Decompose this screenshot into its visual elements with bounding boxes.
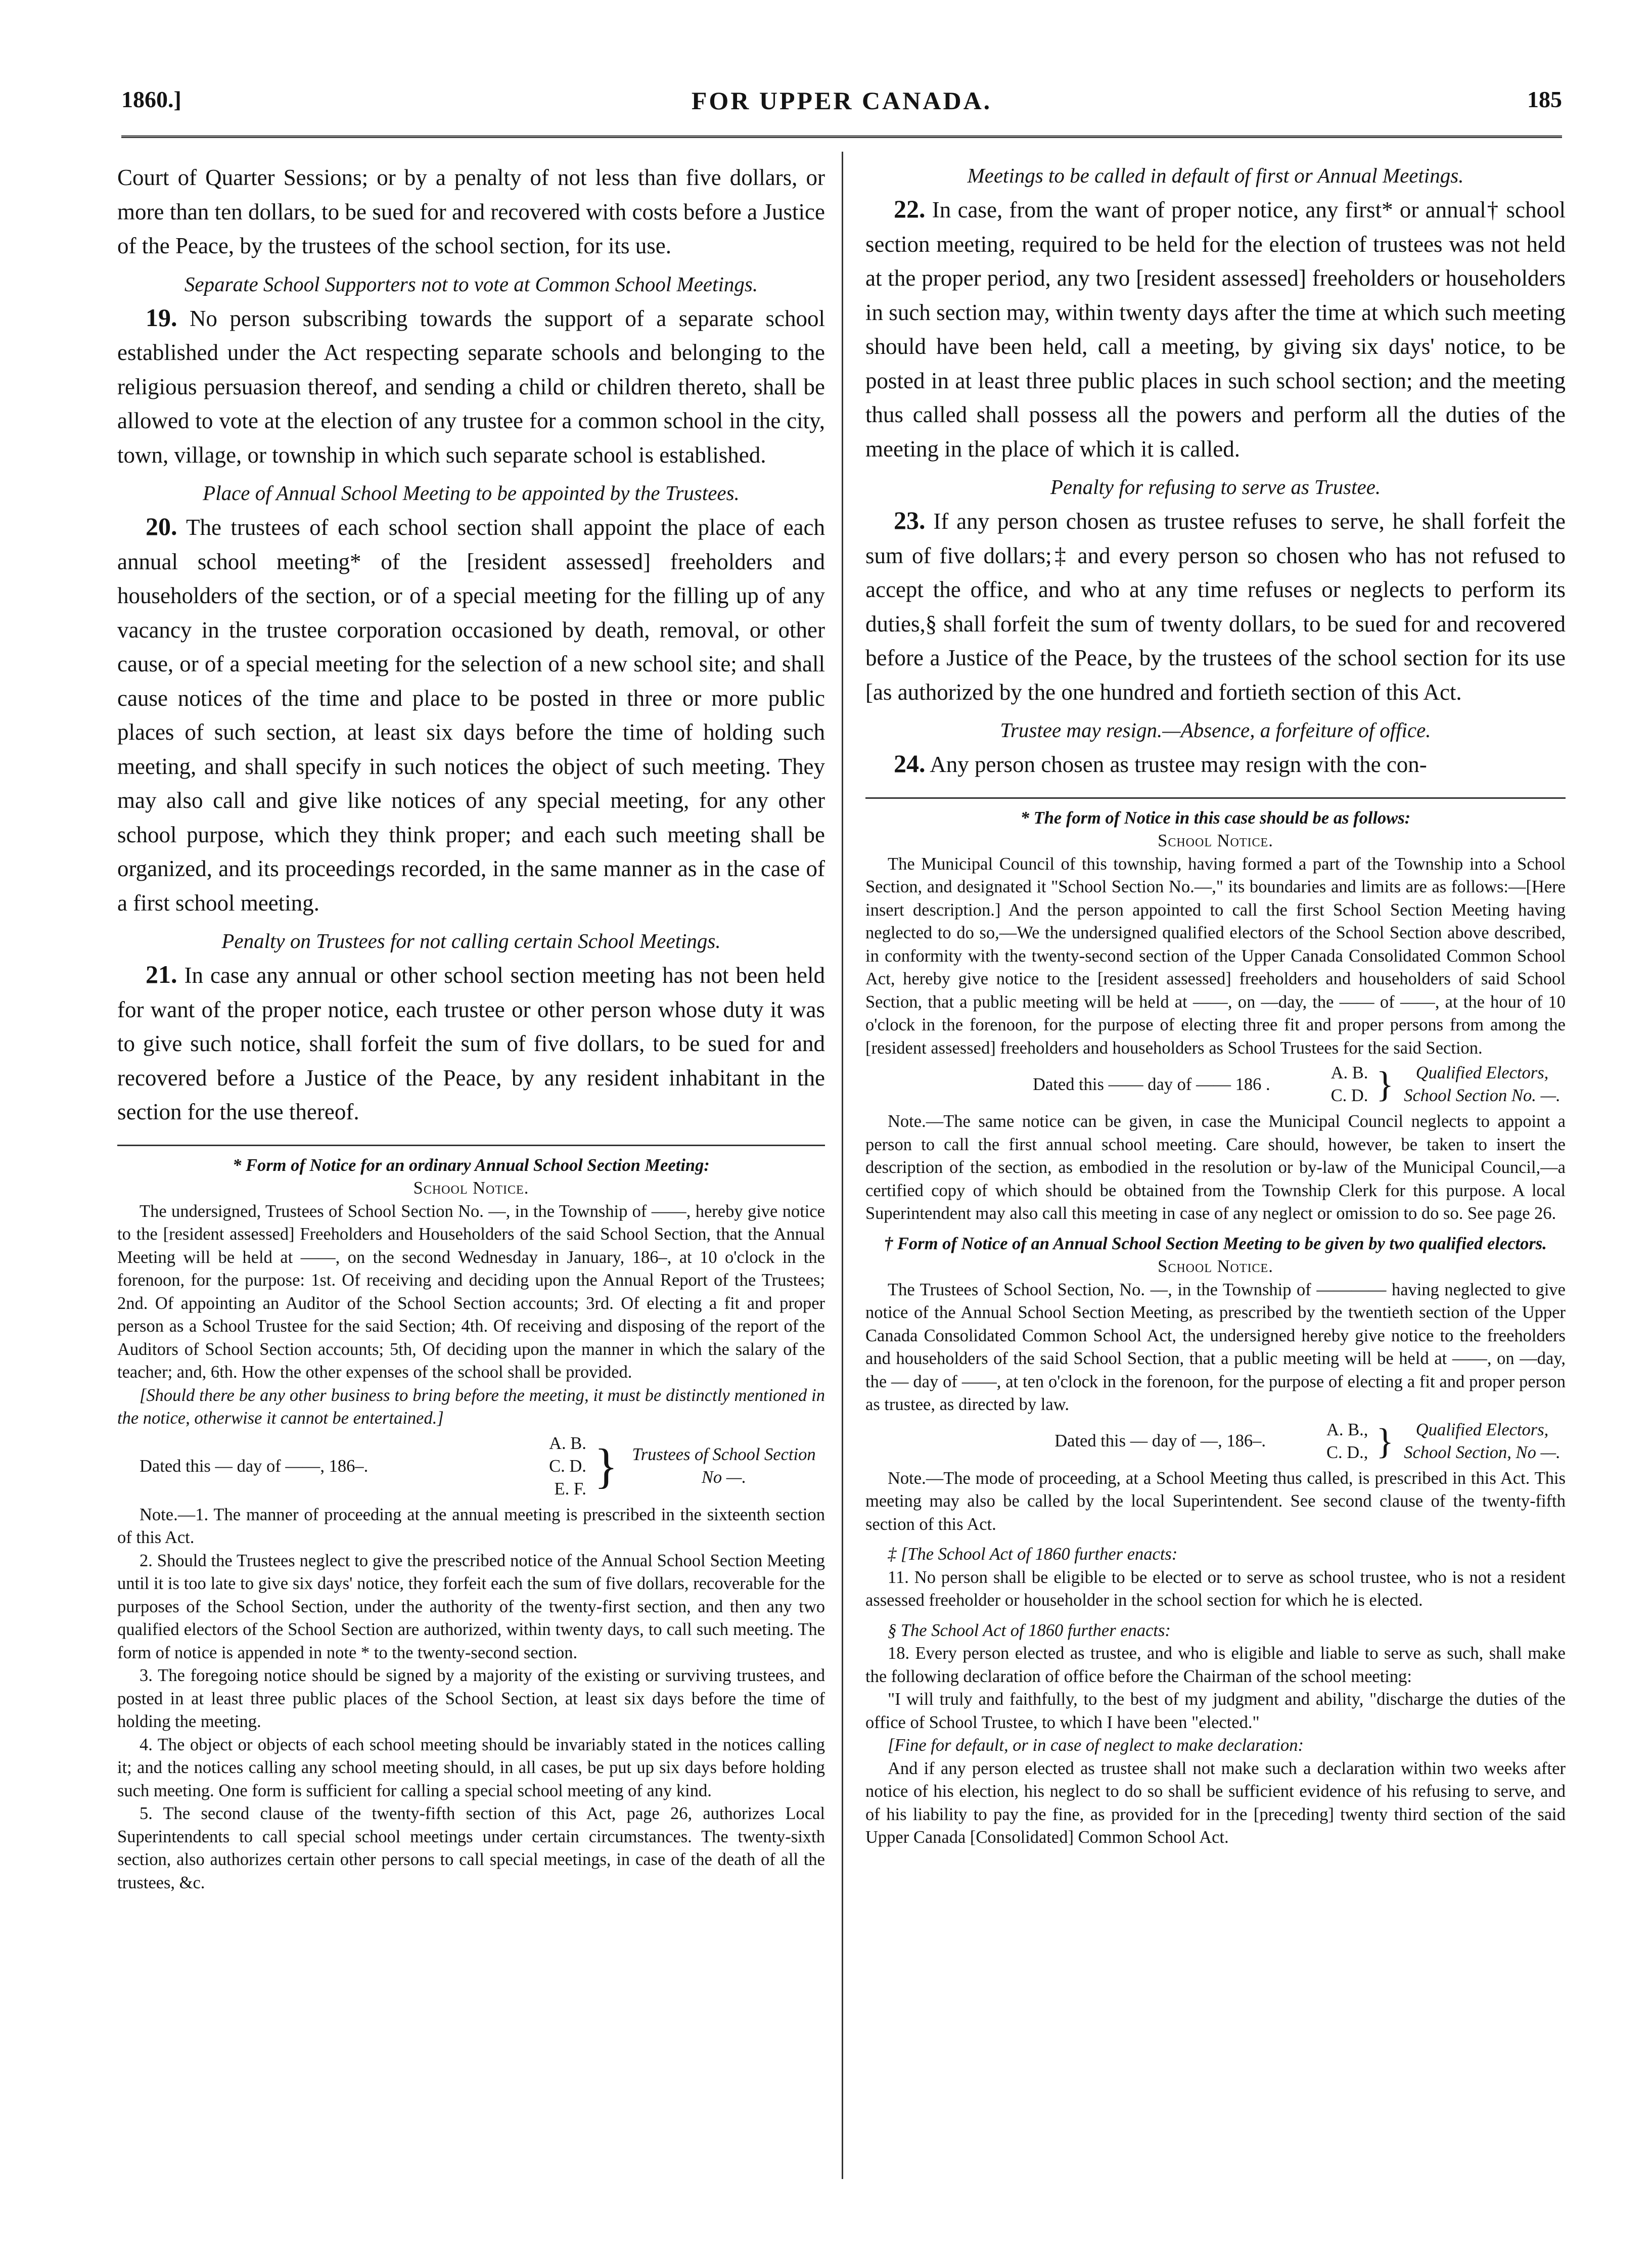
section-text: Any person chosen as trustee may resign with the con- [930, 752, 1427, 777]
notice-note: Note.—The same notice can be given, in case the Municipal Council neglects to appoint a person to call the first annual school meeting. Care should, however, be taken to insert the description of the section, as embodied in the resolution or by-law of the Municipal Council,—a certified copy of which should be obtained from the Township Clerk for this purpose. A local Superintendent may also call this meeting in case of any neglect or omission to do so. See page 26. [865, 1112, 1566, 1223]
marginal-heading-19: Separate School Supporters not to vote at Common School Meetings. [184, 272, 758, 296]
signature-block [865, 1419, 1566, 1464]
signatory-names [1326, 1419, 1371, 1464]
section-number: 22. [894, 195, 926, 223]
footnote-heading: † Form of Notice of an Annual School Section Meeting to be given by two qualified electors. [884, 1234, 1547, 1253]
signatory: A. B. [549, 1433, 586, 1453]
header-rule [121, 135, 1562, 138]
notice-note: Note.—The mode of proceeding, at a School Meeting thus called, is prescribed in this Act. This meeting may also be called by the local Superintendent. See second clause of the twenty-fifth section of this Act. [865, 1468, 1566, 1534]
section-text: In case any annual or other school section meeting has not been held for want of the proper notice, each trustee or other person whose duty it was to give such notice, shall forfeit the sum of five dollars, to be sued for and recovered before a Justice of the Peace, by any resident inhabitant in the section for the use thereof. [117, 963, 825, 1124]
notice-caption: School Notice. [413, 1178, 529, 1198]
signatory-role: Trustees of School Section No —. [632, 1445, 816, 1487]
left-body [117, 161, 825, 1129]
note-4: 4. The object or objects of each school meeting should be invariably stated in the notices calling it; and the notices calling any school meeting should, in all cases, be put up six days before holding such meeting. One form is sufficient for calling a special school meeting of any kind. [117, 1735, 825, 1800]
header-title: FOR UPPER CANADA. [691, 86, 992, 115]
notice-body: The undersigned, Trustees of School Section No. —, in the Township of ——, hereby give notice to the [resident assessed] Freeholders and Householders of the said School Section, that the Annual Meeting will be held at ——, on the second Wednesday in January, 186–, at 10 o'clock in the forenoon, for the purpose: 1st. Of receiving and deciding upon the Annual Report of the Trustees; 2nd. Of appointing an Auditor of the School Section accounts; 3rd. Of electing a fit and proper person as a School Trustee for the said Section; 4th. Of receiving and disposing of the report of the Auditors of School Section accounts; 5th, Of deciding upon the manner in which the salary of the teacher; and, 6th. How the other expenses of the school shall be provided. [117, 1201, 825, 1382]
dated-line: Dated this —— day of —— 186 . [1033, 1074, 1270, 1094]
footnote-heading: * Form of Notice for an ordinary Annual School Section Meeting: [233, 1155, 710, 1175]
notice-body: The Municipal Council of this township, having formed a part of the Township into a School Section, and designated it "School Section No.—," its boundaries and limits are as follows:—[Here insert description.] And the person appointed to call the first School Section Meeting having neglected to do so,—We the undersigned qualified electors of the School Section above described, in conformity with the twenty-second section of the Upper Canada Consolidated Common School Act, hereby give notice to the [resident assessed] freeholders and householders of said School Section, that a public meeting will be held at ——, on —day, the —— of ——, at the hour of 10 o'clock in the forenoon, for the purpose of electing three fit and proper persons from among the [resident assessed] freeholders and householders as School Trustees for the said Section. [865, 854, 1566, 1058]
page-number: 185 [1527, 86, 1562, 112]
page-header [121, 86, 1562, 131]
signatory: C. D. [1330, 1086, 1368, 1105]
signatory: C. D., [1326, 1442, 1368, 1462]
section-text: If any person chosen as trustee refuses to serve, he shall forfeit the sum of five dollars;‡ and every person so chosen who has not refused to accept the office, and who at any time refuses or neglects to perform its duties,§ shall forfeit the sum of twenty dollars, to be sued for and recovered before a Justice of the Peace, by the trustees of the school section for its use [as authorized by the one hundred and fortieth section of this Act. [865, 509, 1566, 705]
notice-caption: School Notice. [1158, 1257, 1273, 1276]
signatory-role: Qualified Electors, School Section, No —. [1404, 1420, 1561, 1462]
note-1: Note.—1. The manner of proceeding at the annual meeting is prescribed in the sixteenth section of this Act. [117, 1505, 825, 1547]
signatory: A. B., [1326, 1420, 1368, 1439]
right-column [865, 161, 1566, 1849]
brace-glyph: } [1376, 1421, 1394, 1462]
section-20 [117, 510, 825, 920]
marginal-heading-21: Penalty on Trustees for not calling certain School Meetings. [221, 929, 721, 953]
section-19 [117, 301, 825, 473]
section-number: 19. [146, 303, 177, 332]
fine-heading: [Fine for default, or in case of neglect to make declaration: [888, 1736, 1304, 1755]
section-text: The trustees of each school section shall appoint the place of each annual school meeting* of the [resident assessed] freeholders and householders of the section, or of a special meeting for the filling up of any vacancy in the trustee corporation occasioned by death, removal, or other cause, or of a special meeting for the selection of a new school site; and shall cause notices of the time and place to be posted in three or more public places of such section, at least six days before the time of holding such meeting, and shall specify in such notices the object of such meeting. They may also call and give like notices of any special meeting, for any other school purpose, which they think proper; and each such meeting shall be organized, and its proceedings recorded, in the same manner as in the case of a first school meeting. [117, 515, 825, 916]
section-number: 23. [894, 506, 926, 534]
brace-glyph: } [594, 1439, 618, 1493]
section-24 [865, 747, 1566, 782]
footnote-heading: * The form of Notice in this case should be as follows: [1020, 808, 1411, 828]
dated-line: Dated this — day of ——, 186–. [140, 1456, 369, 1476]
notice-bracket: [Should there be any other business to bring before the meeting, it must be distinctly mentioned in the notice, otherwise it cannot be entertained.] [117, 1385, 825, 1428]
column-divider [842, 152, 843, 2179]
footnote-rule [117, 1145, 825, 1146]
section-number: 20. [146, 512, 177, 540]
signatory-role: Qualified Electors, School Section No. —. [1404, 1063, 1561, 1105]
marginal-heading-24: Trustee may resign.—Absence, a forfeiture of office. [1000, 718, 1431, 742]
footnote-body: 18. Every person elected as trustee, and who is eligible and liable to serve as such, shall make the following declaration of office before the Chairman of the school meeting: [865, 1644, 1566, 1686]
notice-caption: School Notice. [1158, 831, 1273, 850]
fine-body: And if any person elected as trustee shall not make such a declaration within two weeks after notice of his election, his neglect to do so shall be sufficient evidence of his refusing to serve, and of his liability to pay the fine, as provided for in the [preceding] twenty third section of the said Upper Canada [Consolidated] Common School Act. [865, 1758, 1566, 1847]
right-body [865, 161, 1566, 782]
signatory-names [1331, 1062, 1371, 1107]
footnote-heading: ‡ [The School Act of 1860 further enacts: [888, 1545, 1178, 1564]
note-3: 3. The foregoing notice should be signed by a majority of the existing or surviving trustees, and posted in at least three public places of the School Section, at least six days before the time of holding the meeting. [117, 1666, 825, 1731]
left-footnotes [117, 1154, 825, 1895]
signature-block [865, 1062, 1566, 1107]
declaration-quote: "I will truly and faithfully, to the best of my judgment and ability, "discharge the duties of the office of School Trustee, to which I have been "elected." [865, 1690, 1566, 1732]
left-column [117, 161, 825, 1894]
right-footnotes [865, 807, 1566, 1849]
footnote-body: 11. No person shall be eligible to be elected or to serve as school trustee, who is not a resident assessed freeholder or householder in the school section for which he is elected. [865, 1567, 1566, 1610]
note-5: 5. The second clause of the twenty-fifth section of this Act, page 26, authorizes Local Superintendents to call special school meetings under certain circumstances. The twenty-sixth section, also authorizes certain other persons to call special meetings, in case of the death of all the trustees, &c. [117, 1804, 825, 1892]
marginal-heading-23: Penalty for refusing to serve as Trustee. [1050, 475, 1381, 498]
continued-paragraph: Court of Quarter Sessions; or by a penalty of not less than five dollars, or more than ten dollars, to be sued for and recovered with costs before a Justice of the Peace, by the trustees of the school section, for its use. [117, 165, 825, 258]
signatory: E. F. [554, 1479, 586, 1499]
signatory-names [549, 1432, 589, 1501]
signature-block [117, 1432, 825, 1501]
section-21 [117, 958, 825, 1129]
marginal-heading-20: Place of Annual School Meeting to be appointed by the Trustees. [203, 481, 740, 505]
section-text: No person subscribing towards the support of a separate school established under the Act respecting separate schools and belonging to the religious persuasion thereof, and sending a child or children thereto, shall be allowed to vote at the election of any trustee for a common school in the city, town, village, or township in which such separate school is established. [117, 305, 825, 468]
brace-glyph: } [1376, 1064, 1394, 1105]
dated-line: Dated this — day of —, 186–. [1054, 1431, 1266, 1450]
section-number: 21. [146, 960, 177, 988]
notice-body: The Trustees of School Section, No. —, in the Township of ———— having neglected to give notice of the Annual School Section Meeting, as prescribed by the twentieth section of the Upper Canada Consolidated Common School Act, the undersigned hereby give notice to the freeholders and householders of the said School Section, that a public meeting will be held at ——, on —day, the — day of ——, at ten o'clock in the forenoon, for the purpose of electing a fit and proper person as trustee, as directed by law. [865, 1280, 1566, 1414]
section-23 [865, 504, 1566, 709]
signatory: A. B. [1330, 1063, 1368, 1082]
signatory: C. D. [549, 1456, 586, 1476]
header-year: 1860.] [121, 86, 181, 112]
section-22 [865, 192, 1566, 466]
note-2: 2. Should the Trustees neglect to give the prescribed notice of the Annual School Section Meeting until it is too late to give six days' notice, they forfeit each the sum of five dollars, recoverable for the purposes of the School Section, under the authority of the twenty-first section, and then any two qualified electors of the School Section are authorized, within twenty days, to call such meeting. The form of notice is appended in note * to the twenty-second section. [117, 1551, 825, 1662]
marginal-heading-22: Meetings to be called in default of first or Annual Meetings. [967, 164, 1464, 187]
section-text: In case, from the want of proper notice, any first* or annual† school section meeting, required to be held for the election of trustees was not held at the proper period, any two [resident assessed] freeholders or householders in such section may, within twenty days after the time at which such meeting should have been held, call a meeting, by giving six days' notice, to be posted in at least three public places in such school section; and the meeting thus called shall possess all the powers and perform all the duties of the meeting in the place of which it is called. [865, 197, 1566, 462]
section-number: 24. [894, 749, 926, 778]
footnote-rule [865, 797, 1566, 799]
footnote-heading: § The School Act of 1860 further enacts: [888, 1620, 1171, 1640]
